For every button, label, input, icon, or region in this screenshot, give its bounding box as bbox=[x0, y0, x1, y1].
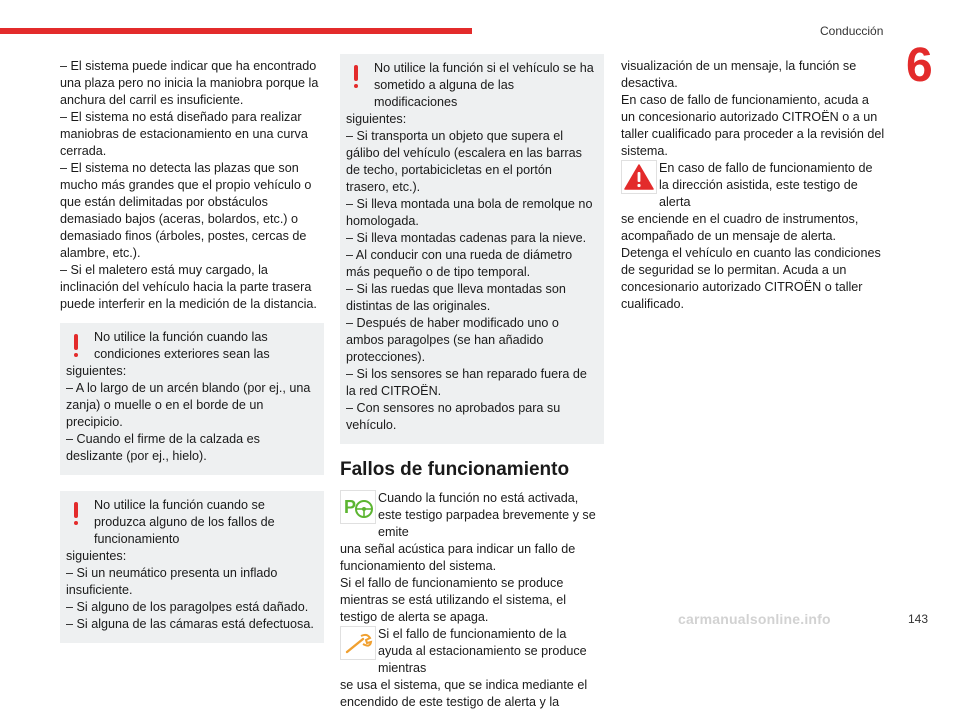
warning-text: No utilice la función cuando las condiciones exteriores sean las bbox=[94, 330, 270, 361]
warning-text: – Después de haber modificado uno o ambos paragolpes (se han añadido protecciones). bbox=[346, 316, 559, 364]
warning-triangle-icon bbox=[621, 160, 657, 194]
chapter-number: 6 bbox=[906, 39, 933, 92]
section-heading: Fallos de funcionamiento bbox=[340, 459, 570, 480]
warning-text: siguientes: bbox=[66, 364, 127, 378]
warning-box-exterior-conditions bbox=[60, 323, 324, 475]
warning-text: – Si los sensores se han reparado fuera de la red CITROËN. bbox=[346, 367, 587, 398]
service-wrench-icon bbox=[340, 626, 376, 660]
warning-text: No utilice la función cuando se produzca alguno de los fallos de funcionamiento bbox=[94, 498, 275, 546]
exclamation-icon bbox=[66, 329, 90, 363]
paragraph: visualización de un mensaje, la función se desactiva. bbox=[621, 59, 857, 90]
item-text: Si el fallo de funcionamiento de la ayuda al estacionamiento se produce mientras bbox=[378, 627, 587, 675]
park-assist-item bbox=[340, 490, 604, 541]
paragraph: se enciende en el cuadro de instrumentos, acompañado de un mensaje de alerta. bbox=[621, 212, 859, 243]
paragraph: una señal acústica para indicar un fallo de funcionamiento del sistema. bbox=[340, 542, 576, 573]
column-2 bbox=[340, 58, 604, 711]
warning-text: No utilice la función si el vehículo se ha sometido a alguna de las modificaciones bbox=[374, 61, 594, 109]
column-1 bbox=[60, 58, 324, 643]
watermark: carmanualsonline.info bbox=[678, 611, 831, 627]
warning-text: siguientes: bbox=[66, 549, 127, 563]
warning-text: – Si alguna de las cámaras está defectuosa. bbox=[66, 617, 314, 631]
item-text: En caso de fallo de funcionamiento de la dirección asistida, este testigo de alerta bbox=[659, 161, 873, 209]
column-3 bbox=[621, 58, 885, 313]
warning-text: – Si lleva montada una bola de remolque no homologada. bbox=[346, 197, 593, 228]
warning-text: – Al conducir con una rueda de diámetro más pequeño o de tipo temporal. bbox=[346, 248, 573, 279]
warning-text: – Si un neumático presenta un inflado insuficiente. bbox=[66, 566, 278, 597]
header-accent-bar bbox=[0, 28, 472, 34]
paragraph: Si el fallo de funcionamiento se produce mientras se está utilizando el sistema, el testigo de alerta se apaga. bbox=[340, 576, 567, 624]
paragraph: – Si el maletero está muy cargado, la inclinación del vehículo hacia la parte trasera puede interferir en la medición de la distancia. bbox=[60, 263, 317, 311]
paragraph: – El sistema puede indicar que ha encontrado una plaza pero no inicia la maniobra porque la anchura del carril es insuficiente. bbox=[60, 59, 319, 107]
steering-warning-item bbox=[621, 160, 885, 211]
park-assist-warning-icon bbox=[340, 490, 376, 524]
warning-text: – Si transporta un objeto que supera el gálibo del vehículo (escalera en las barras de techo, portabicicletas en el portón trasero, etc.). bbox=[346, 129, 582, 194]
paragraph: – El sistema no detecta las plazas que son mucho más grandes que el propio vehículo o que están delimitadas por obstáculos demasiado bajos (aceras, bolardos, etc.) o demasiado finos (árboles, postes, cercas de alambre, etc.). bbox=[60, 161, 312, 260]
svg-text:P: P bbox=[344, 497, 357, 517]
page-number: 143 bbox=[908, 612, 929, 626]
section-title: Conducción bbox=[820, 24, 884, 38]
warning-text: – Con sensores no aprobados para su vehículo. bbox=[346, 401, 561, 432]
exclamation-icon bbox=[66, 497, 90, 531]
warning-text: siguientes: bbox=[346, 112, 407, 126]
warning-box-malfunctions bbox=[60, 491, 324, 643]
item-text: Cuando la función no está activada, este testigo parpadea brevemente y se emite bbox=[378, 491, 596, 539]
exclamation-icon bbox=[346, 60, 370, 94]
paragraph: se usa el sistema, que se indica mediante el encendido de este testigo de alerta y la bbox=[340, 678, 588, 709]
paragraph: – El sistema no está diseñado para realizar maniobras de estacionamiento en una curva cerrada. bbox=[60, 110, 308, 158]
paragraph: En caso de fallo de funcionamiento, acuda a un concesionario autorizado CITROËN o a un taller cualificado para proceder a la revisión del sistema. bbox=[621, 93, 885, 158]
warning-text: – Si alguno de los paragolpes está dañado. bbox=[66, 600, 309, 614]
warning-text: – Si las ruedas que lleva montadas son distintas de las originales. bbox=[346, 282, 566, 313]
warning-text: – Cuando el firme de la calzada es deslizante (por ej., hielo). bbox=[66, 432, 260, 463]
warning-text: – A lo largo de un arcén blando (por ej., una zanja) o muelle o en el borde de un precipicio. bbox=[66, 381, 311, 429]
paragraph: Detenga el vehículo en cuanto las condiciones de seguridad se lo permitan. Acuda a un concesionario autorizado CITROËN o taller cualificado. bbox=[621, 246, 881, 311]
warning-box-modifications bbox=[340, 54, 604, 444]
warning-text: – Si lleva montadas cadenas para la nieve. bbox=[346, 231, 587, 245]
wrench-item bbox=[340, 626, 604, 677]
